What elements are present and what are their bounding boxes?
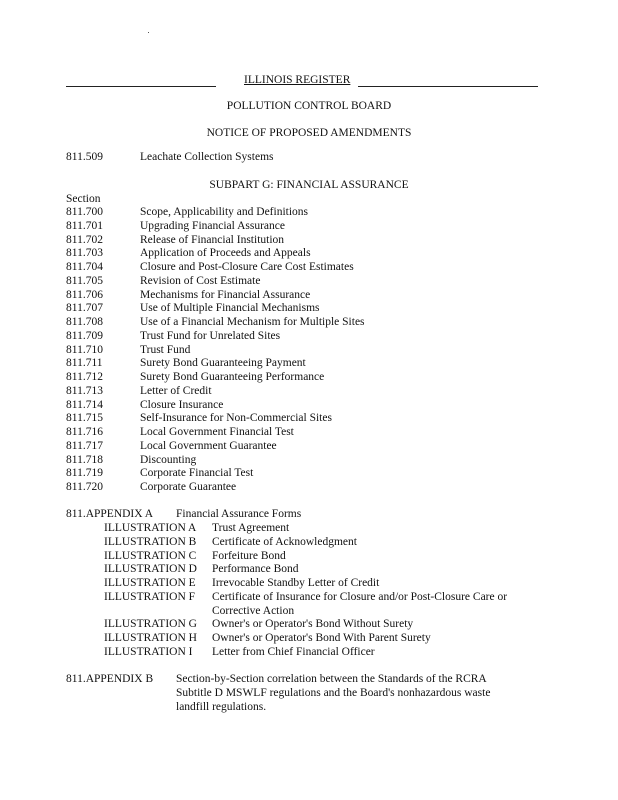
section-title: Discounting [140, 453, 197, 466]
appendix-a-label: 811.APPENDIX A [66, 508, 154, 520]
section-number: 811.718 [66, 453, 103, 466]
section-number: 811.716 [66, 426, 103, 438]
section-title: Self-Insurance for Non-Commercial Sites [140, 412, 332, 425]
agency-heading: POLLUTION CONTROL BOARD [226, 100, 392, 112]
illustration-label: ILLUSTRATION F [104, 590, 196, 603]
section-title: Use of Multiple Financial Mechanisms [140, 302, 320, 315]
appendix-b-line-2: Subtitle D MSWLF regulations and the Board's nonhazardous waste [176, 687, 491, 699]
section-number: 811.713 [66, 384, 103, 397]
scan-speck [148, 32, 149, 33]
section-number: 811.715 [66, 412, 103, 425]
section-title: Use of a Financial Mechanism for Multiple Sites [140, 316, 365, 328]
illustration-label: ILLUSTRATION G [104, 618, 197, 631]
illustration-title: Letter from Chief Financial Officer [212, 645, 375, 658]
illustration-title-cont: Corrective Action [212, 604, 295, 617]
section-number: 811.701 [66, 219, 103, 232]
section-title: Closure Insurance [140, 398, 224, 411]
illustration-title: Owner's or Operator's Bond With Parent Surety [212, 632, 431, 644]
section-title: Local Government Guarantee [140, 439, 277, 452]
illustration-label: ILLUSTRATION D [104, 563, 197, 576]
illustration-title: Certificate of Insurance for Closure and/or Post-Closure Care or [212, 590, 508, 603]
appendix-b-line-3: landfill regulations. [176, 701, 267, 713]
section-number: 811.714 [66, 398, 103, 411]
illustration-label: ILLUSTRATION E [104, 577, 196, 589]
subpart-heading: SUBPART G: FINANCIAL ASSURANCE [209, 179, 409, 191]
section-number: 811.703 [66, 247, 103, 260]
illustration-label: ILLUSTRATION H [104, 632, 197, 644]
section-number: 811.702 [66, 233, 103, 246]
section-column-label: Section [66, 193, 101, 205]
section-number: 811.700 [66, 206, 103, 218]
section-number: 811.710 [66, 343, 103, 356]
section-number: 811.717 [66, 439, 103, 452]
section-number: 811.705 [66, 274, 103, 287]
section-number: 811.706 [66, 288, 103, 301]
illustration-title: Owner's or Operator's Bond Without Surety [212, 618, 414, 631]
section-number: 811.711 [66, 357, 103, 370]
section-number: 811.509 [66, 151, 103, 163]
section-title: Closure and Post-Closure Care Cost Estimates [140, 261, 354, 273]
section-title: Letter of Credit [140, 384, 212, 397]
section-title: Upgrading Financial Assurance [140, 219, 285, 232]
section-title: Release of Financial Institution [140, 233, 285, 246]
appendix-a-title: Financial Assurance Forms [176, 508, 302, 520]
section-title: Local Government Financial Test [140, 426, 294, 438]
register-title: ILLINOIS REGISTER [244, 74, 351, 86]
section-number: 811.720 [66, 481, 103, 493]
section-title: Surety Bond Guaranteeing Payment [140, 357, 306, 370]
section-number: 811.709 [66, 329, 103, 342]
notice-heading: NOTICE OF PROPOSED AMENDMENTS [206, 127, 412, 139]
illustration-title: Certificate of Acknowledgment [212, 535, 357, 548]
section-title: Surety Bond Guaranteeing Performance [140, 371, 325, 383]
section-title: Trust Fund [140, 343, 191, 356]
section-number: 811.719 [66, 467, 103, 480]
appendix-b-line-1: Section-by-Section correlation between the Standards of the RCRA [176, 673, 487, 685]
illustration-title: Forfeiture Bond [212, 549, 286, 562]
illustration-label: ILLUSTRATION C [104, 549, 197, 562]
section-number: 811.708 [66, 316, 103, 328]
illustration-title: Performance Bond [212, 563, 299, 576]
header-rule-left [66, 86, 216, 87]
section-title: Trust Fund for Unrelated Sites [140, 329, 281, 342]
section-title: Revision of Cost Estimate [140, 274, 261, 287]
section-title: Mechanisms for Financial Assurance [140, 288, 311, 301]
section-title: Corporate Guarantee [140, 481, 237, 493]
illustration-title: Irrevocable Standby Letter of Credit [212, 577, 380, 589]
illustration-label: ILLUSTRATION A [104, 522, 197, 534]
illustration-label: ILLUSTRATION B [104, 535, 197, 548]
section-number: 811.704 [66, 261, 103, 273]
section-title: Scope, Applicability and Definitions [140, 206, 309, 218]
section-title: Application of Proceeds and Appeals [140, 247, 311, 260]
appendix-b-label: 811.APPENDIX B [66, 673, 154, 685]
section-title: Leachate Collection Systems [140, 151, 274, 163]
header-rule-right [358, 86, 538, 87]
illustration-title: Trust Agreement [212, 522, 290, 534]
illustration-label: ILLUSTRATION I [104, 645, 193, 658]
section-title: Corporate Financial Test [140, 467, 254, 480]
section-number: 811.707 [66, 302, 103, 315]
section-number: 811.712 [66, 371, 103, 383]
